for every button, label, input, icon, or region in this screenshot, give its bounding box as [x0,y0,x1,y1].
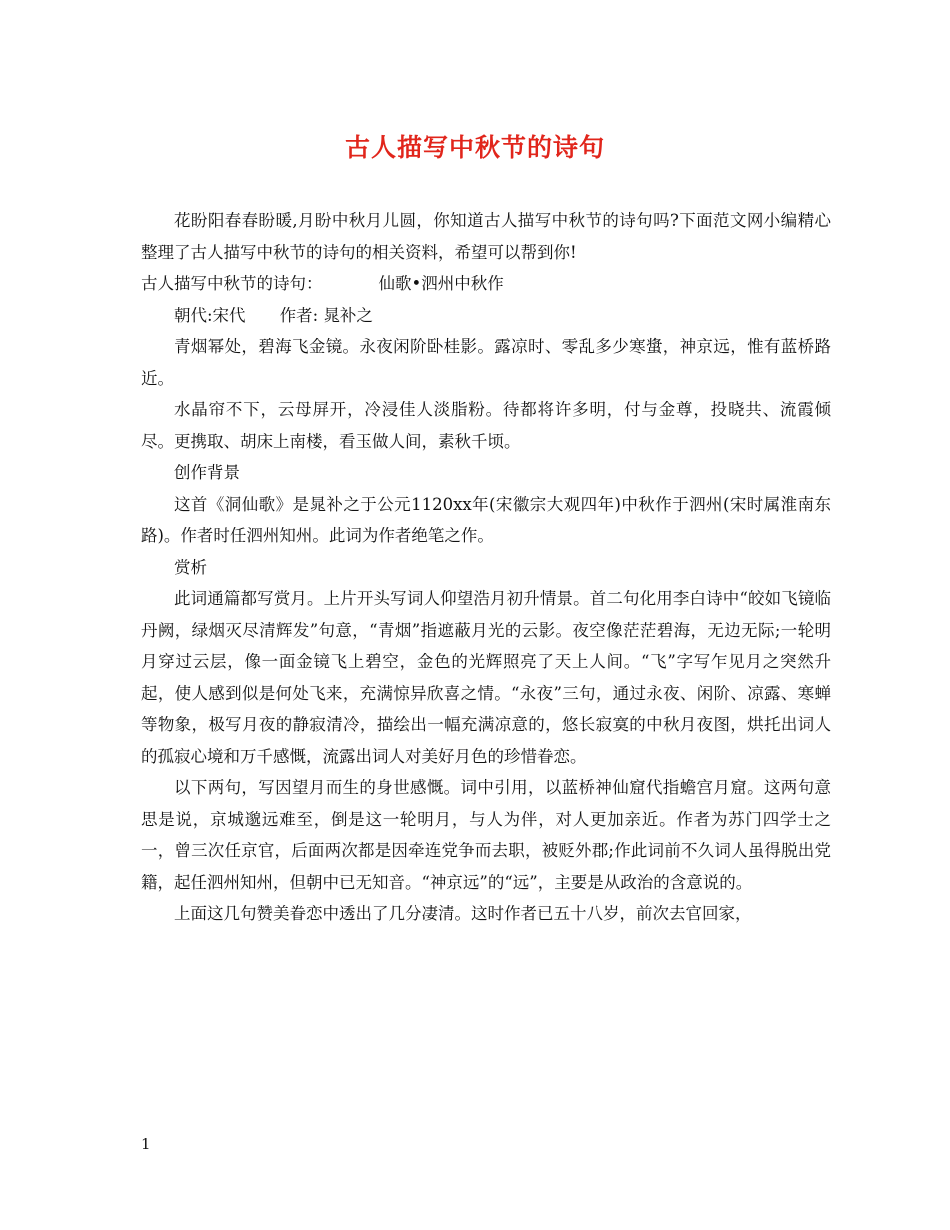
analysis-paragraph-3: 上面这几句赞美眷恋中透出了几分凄清。这时作者已五十八岁，前次去官回家， [174,904,752,923]
document-title: 古人描写中秋节的诗句 [344,133,605,162]
analysis-heading: 赏析 [174,557,207,577]
poem-heading-label: 古人描写中秋节的诗句： [141,274,323,293]
page-number: 1 [141,1135,151,1153]
poem-line-1: 青烟幂处，碧海飞金镜。永夜闲阶卧桂影。露凉时、零乱多少寒螀，神京远，惟有蓝桥路近。 [141,337,831,388]
poem-heading-line [141,268,831,300]
document-body [141,205,831,930]
background-heading: 创作背景 [174,463,240,482]
poem-author: 作者: 晁补之 [279,305,373,325]
analysis-paragraph-2: 以下两句，写因望月而生的身世感慨。词中引用，以蓝桥神仙窟代指蟾宫月窟。这两句意思是说，京城邈远难至，倒是这一轮明月，与人为伴，对人更加亲近。作者为苏门四学士之一，曾三次任京官，后面两次都是因牵连党争而去职，被贬外郡;作此词前不久词人虽得脱出党籍，起任泗州知州，但朝中已无知音。“神京远”的“远”，主要是从政治的含意说的。 [141,778,831,892]
poem-meta-line [141,300,831,332]
poem-line-2: 水晶帘不下，云母屏开，冷浸佳人淡脂粉。待都将许多明，付与金尊，投晓共、流霞倾尽。更携取、胡床上南楼，看玉做人间，素秋千顷。 [141,400,831,451]
background-paragraph: 这首《洞仙歌》是晁补之于公元1120xx年(宋徽宗大观四年)中秋作于泗州(宋时属淮南东路)。作者时任泗州知州。此词为作者绝笔之作。 [141,494,831,545]
intro-paragraph: 花盼阳春春盼暖,月盼中秋月儿圆，你知道古人描写中秋节的诗句吗?下面范文网小编精心整理了古人描写中秋节的诗句的相关资料，希望可以帮到你! [141,211,831,262]
poem-dynasty: 朝代:宋代 [174,305,246,325]
analysis-paragraph-1: 此词通篇都写赏月。上片开头写词人仰望浩月初升情景。首二句化用李白诗中“皎如飞镜临丹阙，绿烟灭尽清辉发”句意，“青烟”指遮蔽月光的云影。夜空像茫茫碧海，无边无际;一轮明月穿过云层，像一面金镜飞上碧空，金色的光辉照亮了天上人间。“飞”字写乍见月之突然升起，使人感到似是何处飞来，充满惊异欣喜之情。“永夜”三句，通过永夜、闲阶、凉露、寒蝉等物象，极写月夜的静寂清冷，描绘出一幅充满凉意的，悠长寂寞的中秋月夜图，烘托出词人的孤寂心境和万千感慨，流露出词人对美好月色的珍惜眷恋。 [141,589,831,766]
poem-title: 仙歌•泗州中秋作 [378,274,504,293]
